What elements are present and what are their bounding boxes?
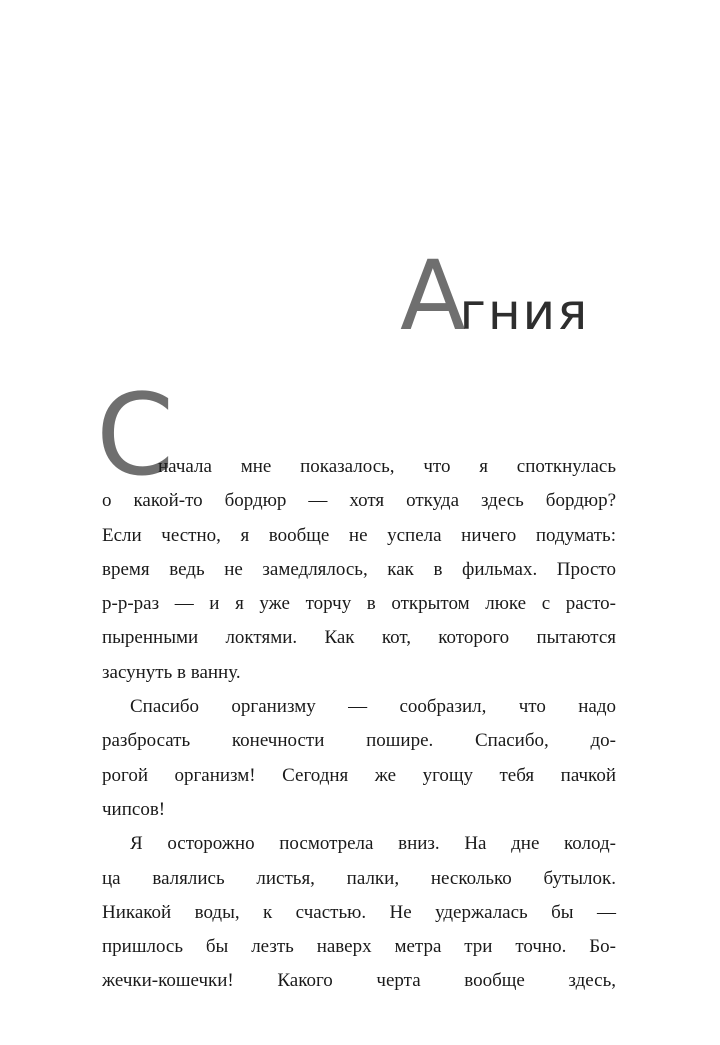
text-line: Спасибо организму — сообразил, что надо [130, 696, 616, 718]
chapter-title-rest: гния [459, 283, 590, 341]
text-line: время ведь не замедлялось, как в фильмах. Просто [102, 558, 616, 580]
text-line: засунуть в ванну. [102, 661, 241, 683]
text-line: жечки-кошечки! Какого черта вообще здесь, [102, 970, 616, 992]
text-line: Если честно, я вообще не успела ничего подумать: [102, 524, 616, 546]
text-line: Я осторожно посмотрела вниз. На дне колод- [130, 833, 616, 855]
text-line: ца валялись листья, палки, несколько бутылок. [102, 867, 616, 889]
text-line: р-р-раз — и я уже торчу в открытом люке с расто- [102, 593, 616, 615]
chapter-title-initial: А [400, 240, 464, 352]
text-line: о какой-то бордюр — хотя откуда здесь бордюр? [102, 490, 616, 512]
text-line: Никакой воды, к счастью. Не удержалась бы — [102, 901, 616, 923]
text-line: чипсов! [102, 798, 166, 820]
drop-cap-letter: С [96, 371, 175, 501]
text-line: пыренными локтями. Как кот, которого пытаются [102, 627, 616, 649]
text-line: разбросать конечности пошире. Спасибо, до- [102, 730, 616, 752]
text-line: пришлось бы лезть наверх метра три точно. Бо- [102, 936, 616, 958]
text-line: рогой организм! Сегодня же угощу тебя пачкой [102, 764, 616, 786]
text-line: начала мне показалось, что я споткнулась [158, 456, 616, 477]
chapter-title [400, 240, 590, 352]
body-text [102, 450, 616, 999]
